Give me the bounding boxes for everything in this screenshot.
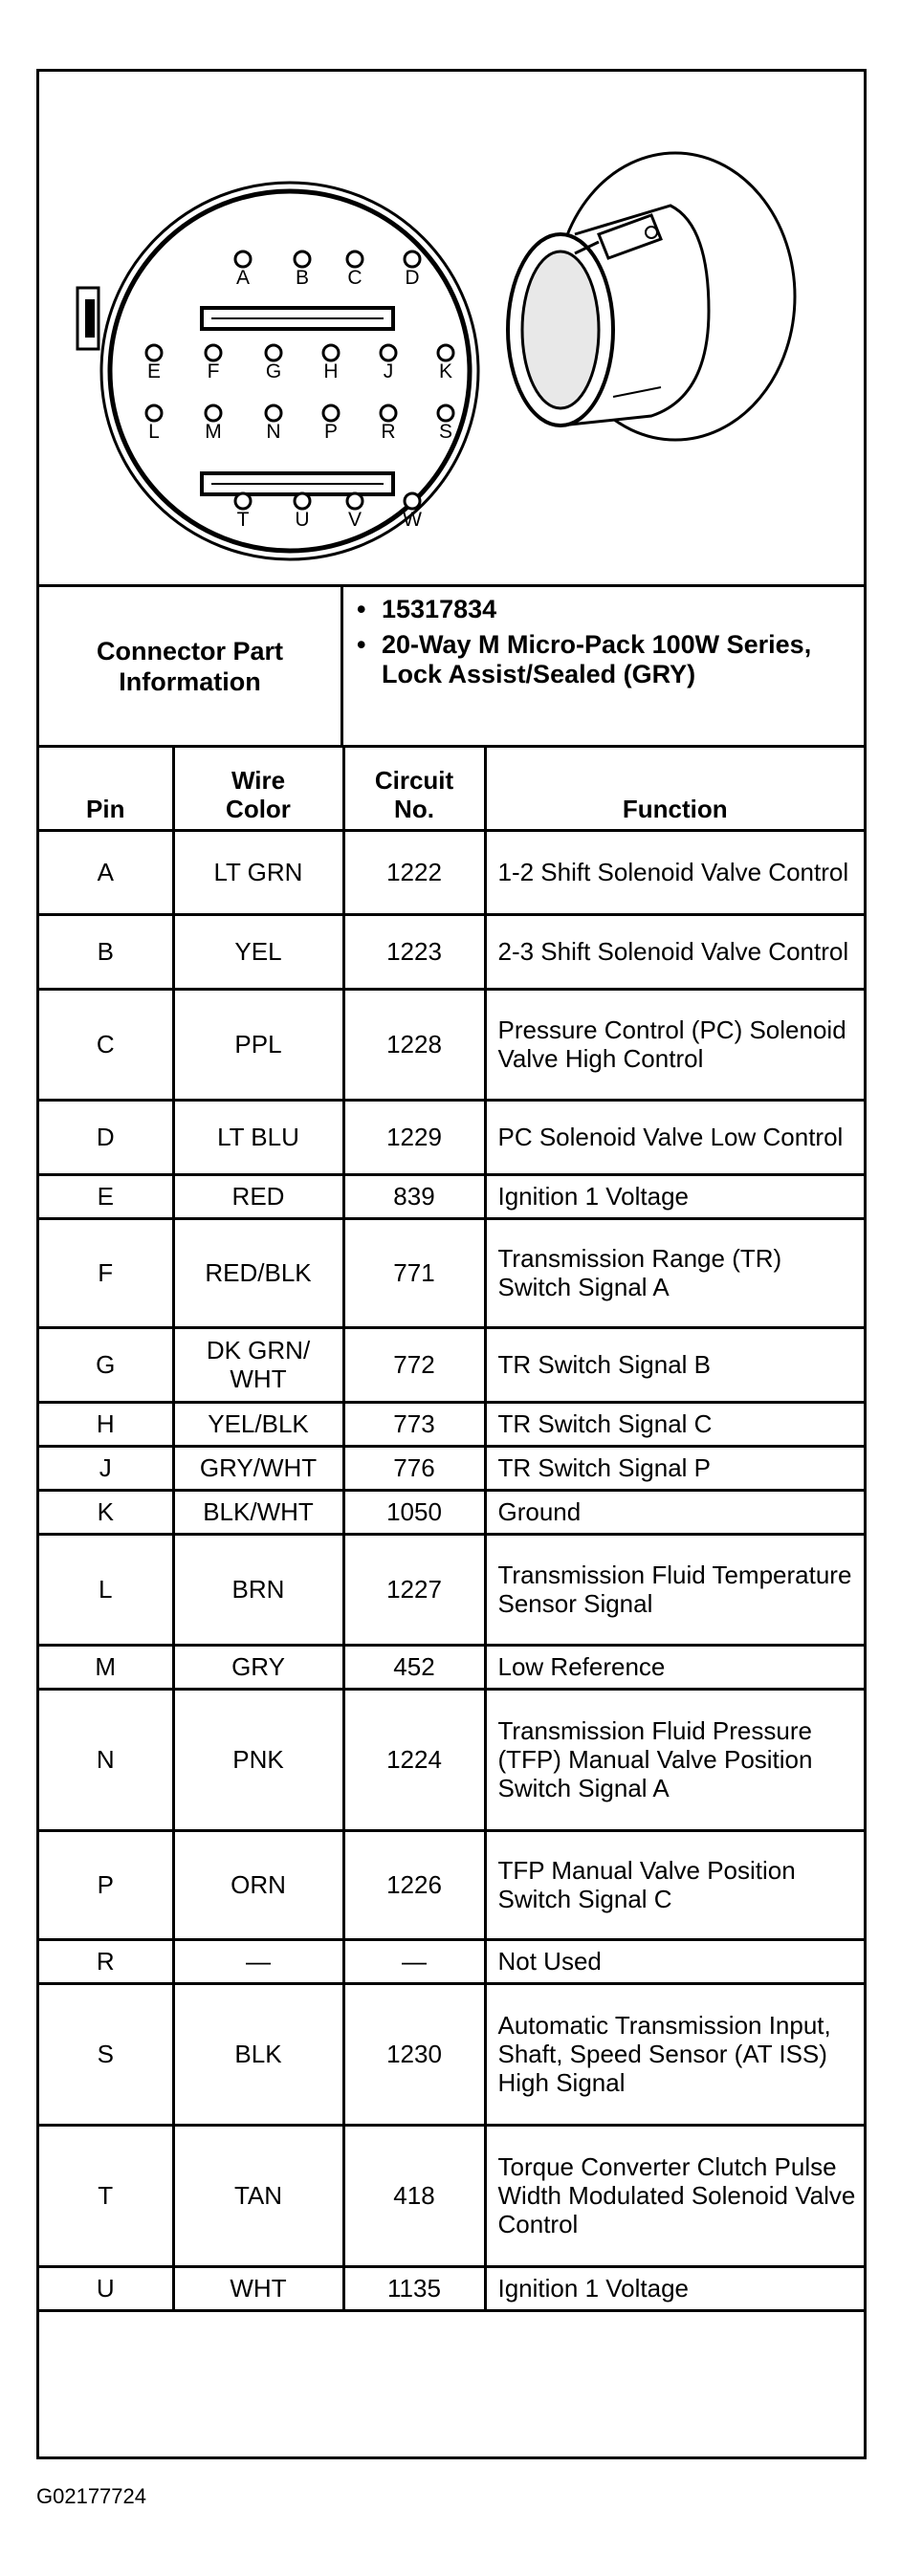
- connector-table-frame: [36, 69, 867, 2459]
- wire-color-cell: RED/BLK: [173, 1218, 343, 1327]
- table-row: [39, 1534, 864, 1645]
- pin-letter: H: [323, 360, 339, 382]
- wire-color-cell: DK GRN/ WHT: [173, 1327, 343, 1402]
- table-row: [39, 914, 864, 989]
- pin-cell: D: [39, 1100, 173, 1174]
- info-label-line2: Information: [119, 666, 261, 696]
- pin-hole: [405, 251, 420, 267]
- circuit-cell: 452: [343, 1645, 485, 1689]
- function-cell: Pressure Control (PC) Solenoid Valve High Control: [485, 989, 864, 1100]
- function-cell: Low Reference: [485, 1645, 864, 1689]
- header-pin: Pin: [39, 748, 173, 830]
- pin-hole: [323, 405, 339, 421]
- function-cell: Transmission Fluid Temperature Sensor Signal: [485, 1534, 864, 1645]
- wire-color-cell: YEL/BLK: [173, 1402, 343, 1446]
- circuit-cell: 1222: [343, 830, 485, 914]
- pin-hole: [347, 493, 363, 509]
- info-label-line1: Connector Part: [96, 636, 284, 666]
- pin-cell: H: [39, 1402, 173, 1446]
- circuit-cell: 1227: [343, 1534, 485, 1645]
- table-row: [39, 1490, 864, 1534]
- pin-letter: C: [347, 267, 363, 289]
- function-cell: Ignition 1 Voltage: [485, 2266, 864, 2310]
- pin-letter: G: [265, 360, 282, 382]
- pin-cell: B: [39, 914, 173, 989]
- pin-letter: K: [438, 360, 453, 382]
- circuit-cell: 1224: [343, 1689, 485, 1830]
- wire-color-cell: TAN: [173, 2125, 343, 2266]
- table-row: [39, 2125, 864, 2266]
- wire-color-cell: PPL: [173, 989, 343, 1100]
- pin-cell: S: [39, 1983, 173, 2125]
- pin-letter: F: [207, 360, 220, 382]
- circuit-cell: 771: [343, 1218, 485, 1327]
- pin-hole: [438, 345, 453, 360]
- header-wire-color: Wire Color: [173, 748, 343, 830]
- pin-letter: U: [295, 509, 310, 531]
- pin-hole: [381, 405, 396, 421]
- part-number: 15317834: [382, 595, 497, 623]
- table-row: [39, 989, 864, 1100]
- wire-color-cell: BLK/WHT: [173, 1490, 343, 1534]
- header-function: Function: [485, 748, 864, 830]
- table-row: [39, 1830, 864, 1939]
- table-row: [39, 1327, 864, 1402]
- pin-hole: [235, 493, 251, 509]
- table-row: [39, 1446, 864, 1490]
- pin-letter: V: [347, 509, 363, 531]
- table-row: [39, 1983, 864, 2125]
- pin-letter: N: [266, 421, 281, 443]
- table-row: [39, 1402, 864, 1446]
- function-cell: 1-2 Shift Solenoid Valve Control: [485, 830, 864, 914]
- pin-letter: D: [405, 267, 420, 289]
- pin-hole: [235, 251, 251, 267]
- pin-cell: L: [39, 1534, 173, 1645]
- pin-cell: J: [39, 1446, 173, 1490]
- wire-color-cell: LT GRN: [173, 830, 343, 914]
- pin-letter: J: [383, 360, 394, 382]
- pin-hole: [295, 251, 310, 267]
- pin-cell: R: [39, 1939, 173, 1983]
- function-cell: Ignition 1 Voltage: [485, 1174, 864, 1218]
- pin-table-body: [39, 830, 864, 2310]
- pin-cell: T: [39, 2125, 173, 2266]
- circuit-cell: —: [343, 1939, 485, 1983]
- table-header-row: [39, 748, 864, 830]
- pin-hole: [266, 405, 281, 421]
- pin-letter: W: [403, 509, 422, 531]
- circuit-cell: 772: [343, 1327, 485, 1402]
- function-cell: TR Switch Signal B: [485, 1327, 864, 1402]
- pin-letter: S: [438, 421, 453, 443]
- circuit-cell: 1229: [343, 1100, 485, 1174]
- info-item: [357, 595, 854, 624]
- pin-table: [39, 748, 864, 2312]
- wire-color-cell: ORN: [173, 1830, 343, 1939]
- function-cell: Ground: [485, 1490, 864, 1534]
- pin-letter: A: [235, 267, 251, 289]
- pin-cell: E: [39, 1174, 173, 1218]
- function-cell: Automatic Transmission Input, Shaft, Speed Sensor (AT ISS) High Signal: [485, 1983, 864, 2125]
- circuit-cell: 1223: [343, 914, 485, 989]
- table-row: [39, 1939, 864, 1983]
- pin-letter: P: [323, 421, 339, 443]
- function-cell: Not Used: [485, 1939, 864, 1983]
- function-cell: Torque Converter Clutch Pulse Width Modulated Solenoid Valve Control: [485, 2125, 864, 2266]
- pin-letter: B: [295, 267, 310, 289]
- table-row: [39, 1689, 864, 1830]
- circuit-cell: 1050: [343, 1490, 485, 1534]
- pin-cell: F: [39, 1218, 173, 1327]
- pin-hole: [295, 493, 310, 509]
- pin-letter: M: [205, 421, 222, 443]
- pin-cell: M: [39, 1645, 173, 1689]
- pin-hole: [206, 345, 221, 360]
- pin-hole: [347, 251, 363, 267]
- wire-color-cell: BLK: [173, 1983, 343, 2125]
- function-cell: Transmission Fluid Pressure (TFP) Manual Valve Position Switch Signal A: [485, 1689, 864, 1830]
- wire-color-cell: —: [173, 1939, 343, 1983]
- function-cell: TR Switch Signal P: [485, 1446, 864, 1490]
- wire-color-cell: YEL: [173, 914, 343, 989]
- table-row: [39, 1174, 864, 1218]
- pin-cell: C: [39, 989, 173, 1100]
- function-cell: Transmission Range (TR) Switch Signal A: [485, 1218, 864, 1327]
- function-cell: PC Solenoid Valve Low Control: [485, 1100, 864, 1174]
- pin-cell: P: [39, 1830, 173, 1939]
- circuit-cell: 1230: [343, 1983, 485, 2125]
- bullet-icon: •: [357, 630, 366, 659]
- bullet-icon: •: [357, 595, 366, 623]
- wire-color-cell: GRY: [173, 1645, 343, 1689]
- table-row: [39, 1218, 864, 1327]
- circuit-cell: 1135: [343, 2266, 485, 2310]
- circuit-cell: 773: [343, 1402, 485, 1446]
- pin-letter: E: [146, 360, 162, 382]
- circuit-cell: 839: [343, 1174, 485, 1218]
- connector-side-view: [508, 153, 795, 440]
- function-cell: 2-3 Shift Solenoid Valve Control: [485, 914, 864, 989]
- pin-hole: [323, 345, 339, 360]
- pin-hole: [266, 345, 281, 360]
- wire-color-cell: RED: [173, 1174, 343, 1218]
- wire-color-cell: GRY/WHT: [173, 1446, 343, 1490]
- pin-hole: [405, 493, 420, 509]
- connector-drawing: [39, 72, 864, 584]
- pin-hole: [146, 345, 162, 360]
- function-cell: TFP Manual Valve Position Switch Signal C: [485, 1830, 864, 1939]
- pin-letter: T: [236, 509, 250, 531]
- info-list: [343, 587, 864, 745]
- table-row: [39, 2266, 864, 2310]
- circuit-cell: 418: [343, 2125, 485, 2266]
- pin-hole: [381, 345, 396, 360]
- function-cell: TR Switch Signal C: [485, 1402, 864, 1446]
- circuit-cell: 1228: [343, 989, 485, 1100]
- pin-hole: [438, 405, 453, 421]
- wire-color-cell: WHT: [173, 2266, 343, 2310]
- table-row: [39, 1100, 864, 1174]
- pin-letter: R: [381, 421, 396, 443]
- pin-cell: A: [39, 830, 173, 914]
- pin-hole: [206, 405, 221, 421]
- wire-color-cell: PNK: [173, 1689, 343, 1830]
- table-row: [39, 830, 864, 914]
- table-row: [39, 1645, 864, 1689]
- wire-color-cell: BRN: [173, 1534, 343, 1645]
- figure-code: G02177724: [36, 2484, 146, 2508]
- pin-cell: G: [39, 1327, 173, 1402]
- connector-description: 20-Way M Micro-Pack 100W Series, Lock Assist/Sealed (GRY): [382, 630, 812, 688]
- pin-cell: K: [39, 1490, 173, 1534]
- circuit-cell: 1226: [343, 1830, 485, 1939]
- info-label: [39, 587, 343, 745]
- wire-color-cell: LT BLU: [173, 1100, 343, 1174]
- circuit-cell: 776: [343, 1446, 485, 1490]
- pin-letter: L: [148, 421, 160, 443]
- header-circuit-no: Circuit No.: [343, 748, 485, 830]
- pin-cell: N: [39, 1689, 173, 1830]
- pin-cell: U: [39, 2266, 173, 2310]
- info-item: [357, 630, 854, 689]
- pin-hole: [146, 405, 162, 421]
- connector-illustration: [39, 72, 864, 587]
- connector-part-info: [39, 587, 864, 748]
